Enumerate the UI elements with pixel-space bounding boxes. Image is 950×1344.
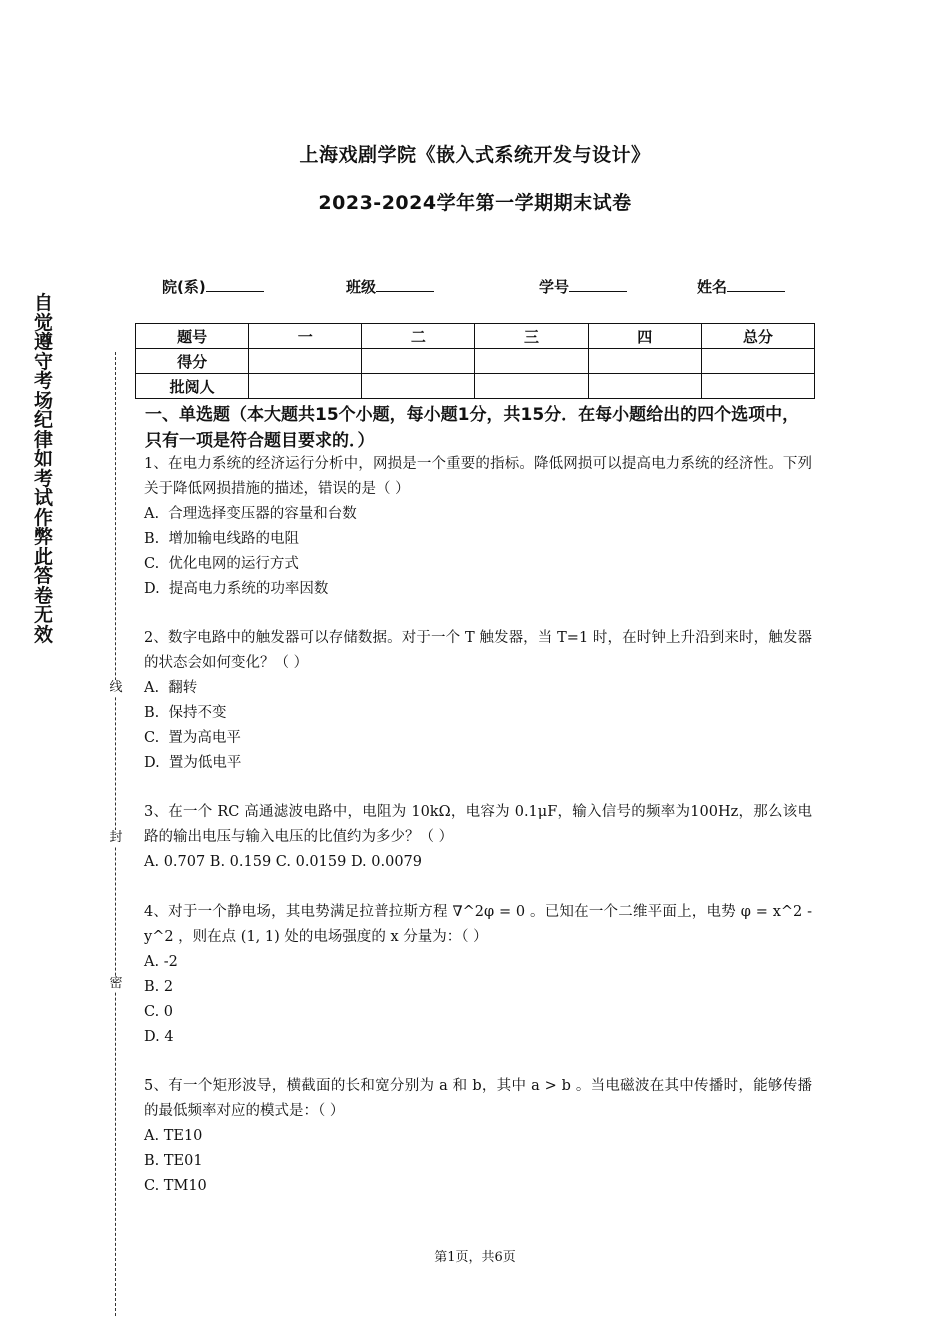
header-cell: 三 — [475, 324, 588, 349]
option-d: D. 提高电力系统的功率因数 — [144, 581, 329, 597]
score-row — [136, 349, 815, 374]
score-table — [135, 323, 815, 399]
name-blank — [727, 277, 785, 292]
grader-cell — [362, 374, 475, 399]
option-d: D. 4 — [144, 1029, 174, 1045]
score-cell — [362, 349, 475, 374]
options-inline: A. 0.707 B. 0.159 C. 0.0159 D. 0.0079 — [144, 854, 423, 870]
question-stem: 5、有一个矩形波导，横截面的长和宽分别为 a 和 b，其中 a > b 。当电磁波在其中传播时，能够传播的最低频率对应的模式是：（ ） — [144, 1078, 812, 1119]
grader-row — [136, 374, 815, 399]
grader-cell — [249, 374, 362, 399]
exam-title: 上海戏剧学院《嵌入式系统开发与设计》 — [299, 144, 651, 166]
option-a: A. 翻转 — [144, 680, 198, 696]
option-c: C. TM10 — [144, 1178, 207, 1194]
exam-subtitle: 2023-2024学年第一学期期末试卷 — [318, 192, 632, 214]
score-table-header — [136, 324, 815, 349]
question-5 — [144, 1074, 812, 1199]
score-cell — [249, 349, 362, 374]
option-b: B. TE01 — [144, 1153, 203, 1169]
grader-cell — [475, 374, 588, 399]
seal-word-seal: 封 — [109, 830, 123, 845]
exam-discipline-notice: 自觉遵守考场纪律如考试作弊此答卷无效 — [34, 292, 54, 646]
score-cell — [475, 349, 588, 374]
page-number: 第1页，共6页 — [434, 1250, 516, 1265]
score-cell — [588, 349, 701, 374]
header-cell: 二 — [362, 324, 475, 349]
class-label: 班级 — [346, 278, 377, 296]
section-heading: 一、单选题（本大题共15个小题，每小题1分，共15分．在每小题给出的四个选项中，只有一项是符合题目要求的．） — [145, 405, 800, 451]
grader-cell — [701, 374, 814, 399]
question-stem: 2、数字电路中的触发器可以存储数据。对于一个 T 触发器，当 T=1 时，在时钟上升沿到来时，触发器的状态会如何变化？（ ） — [144, 630, 812, 671]
question-stem: 1、在电力系统的经济运行分析中，网损是一个重要的指标。降低网损可以提高电力系统的经济性。下列关于降低网损措施的描述，错误的是（ ） — [144, 456, 812, 497]
header-cell: 四 — [588, 324, 701, 349]
option-c: C. 优化电网的运行方式 — [144, 556, 299, 572]
student-id-field — [539, 276, 627, 297]
option-a: A. -2 — [144, 954, 178, 970]
option-d: D. 置为低电平 — [144, 755, 242, 771]
student-id-label: 学号 — [539, 278, 570, 296]
name-field — [697, 276, 785, 297]
class-field — [346, 276, 434, 297]
option-c: C. 0 — [144, 1004, 174, 1020]
option-b: B. 保持不变 — [144, 705, 227, 721]
option-c: C. 置为高电平 — [144, 730, 241, 746]
question-4 — [144, 900, 812, 1050]
question-3 — [144, 800, 812, 875]
question-1 — [144, 452, 812, 602]
question-2 — [144, 626, 812, 776]
header-cell: 总分 — [701, 324, 814, 349]
question-stem: 4、对于一个静电场，其电势满足拉普拉斯方程 ∇^2φ = 0 。已知在一个二维平面上，电势 φ = x^2 - y^2 ，则在点 (1, 1) 处的电场强度的 x 分量为：（ ） — [144, 904, 812, 945]
option-b: B. 2 — [144, 979, 174, 995]
score-cell — [701, 349, 814, 374]
question-stem: 3、在一个 RC 高通滤波电路中，电阻为 10kΩ，电容为 0.1μF，输入信号的频率为100Hz，那么该电路的输出电压与输入电压的比值约为多少？（ ） — [144, 804, 812, 845]
header-cell: 一 — [249, 324, 362, 349]
option-a: A. TE10 — [144, 1128, 203, 1144]
option-a: A. 合理选择变压器的容量和台数 — [144, 506, 357, 522]
header-cell: 题号 — [136, 324, 249, 349]
seal-word-line: 线 — [109, 680, 123, 695]
department-label: 院(系) — [162, 278, 206, 296]
row-label: 得分 — [136, 349, 249, 374]
student-id-blank — [569, 277, 627, 292]
seal-word-secret: 密 — [109, 976, 123, 991]
grader-cell — [588, 374, 701, 399]
department-field — [162, 276, 264, 297]
name-label: 姓名 — [697, 278, 728, 296]
department-blank — [206, 277, 264, 292]
option-b: B. 增加输电线路的电阻 — [144, 531, 299, 547]
row-label: 批阅人 — [136, 374, 249, 399]
class-blank — [376, 277, 434, 292]
